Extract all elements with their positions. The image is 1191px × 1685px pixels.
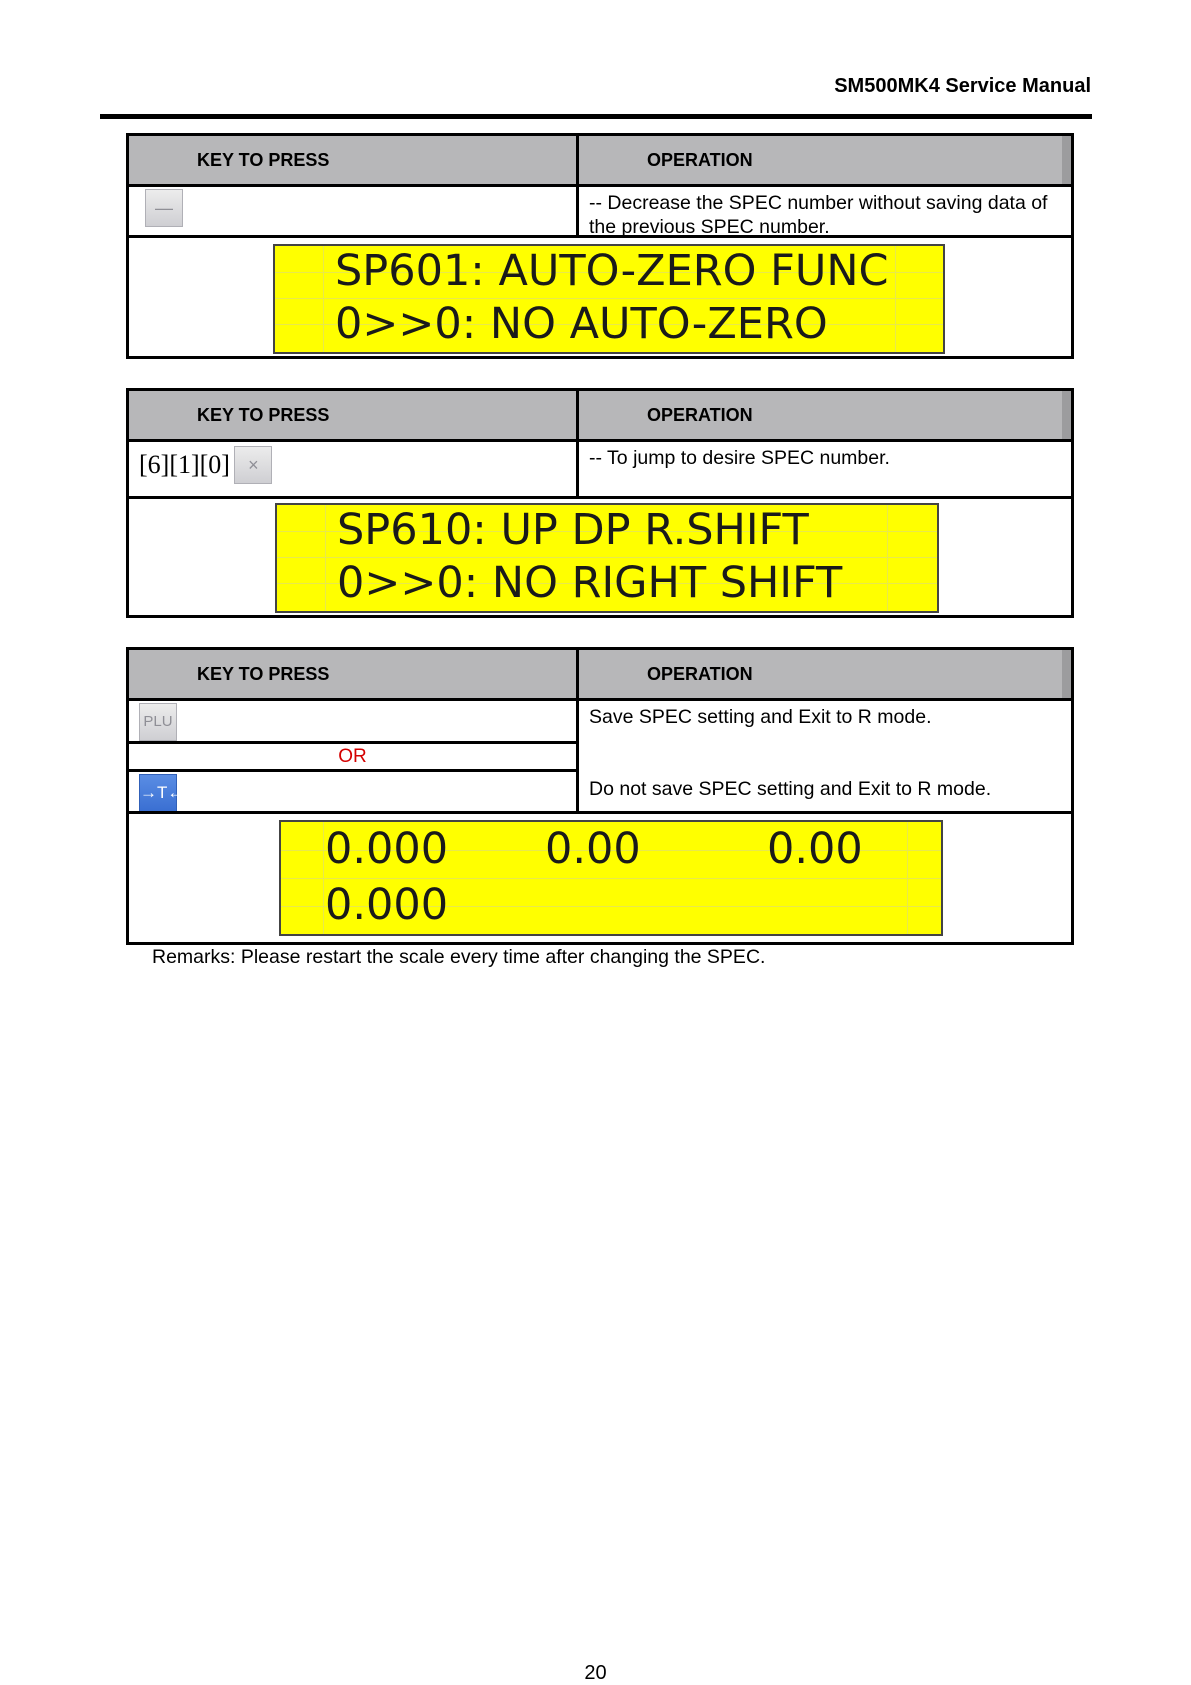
lcd-value-2: 0.00 xyxy=(545,824,641,874)
lcd-line-2: 0>>0: NO RIGHT SHIFT xyxy=(337,558,843,608)
display-row xyxy=(129,811,1071,942)
lcd-display xyxy=(275,503,939,613)
plu-key-icon: PLU xyxy=(139,703,177,741)
lcd-line-1: SP601: AUTO-ZERO FUNC xyxy=(335,246,889,296)
col-key-header: KEY TO PRESS xyxy=(129,391,579,439)
lcd-display xyxy=(279,820,943,936)
lcd-line-2: 0>>0: NO AUTO-ZERO xyxy=(335,299,828,349)
table-row xyxy=(129,184,1071,238)
table-header xyxy=(129,391,1071,439)
operation-text-save: Save SPEC setting and Exit to R mode. xyxy=(589,706,932,728)
col-key-header: KEY TO PRESS xyxy=(129,136,579,184)
spec-table-2 xyxy=(126,388,1074,618)
operation-text: -- Decrease the SPEC number without saving data of the previous SPEC number. xyxy=(589,192,1048,238)
lcd-line-1: SP610: UP DP R.SHIFT xyxy=(337,505,809,555)
lcd-value-1: 0.000 xyxy=(325,824,449,874)
table-header xyxy=(129,136,1071,184)
tare-key-icon: →T← xyxy=(139,774,177,812)
key-sequence: [6][1][0] xyxy=(139,450,230,479)
lcd-display xyxy=(273,244,945,354)
operation-text: -- To jump to desire SPEC number. xyxy=(589,447,890,469)
col-key-header: KEY TO PRESS xyxy=(129,650,579,698)
lcd-value-3: 0.00 xyxy=(767,824,863,874)
title-rule xyxy=(100,114,1092,119)
operation-text-nosave: Do not save SPEC setting and Exit to R mode. xyxy=(589,778,992,800)
col-operation-header: OPERATION xyxy=(579,391,1071,439)
table-row xyxy=(129,439,1071,496)
spec-table-1 xyxy=(126,133,1074,359)
or-label: OR xyxy=(129,741,576,772)
multiply-key-icon: × xyxy=(234,446,272,484)
lcd-value-4: 0.000 xyxy=(325,880,449,930)
display-row xyxy=(129,496,1071,615)
display-row xyxy=(129,235,1071,356)
minus-key-icon: — xyxy=(145,189,183,227)
spec-table-3 xyxy=(126,647,1074,945)
col-operation-header: OPERATION xyxy=(579,136,1071,184)
col-operation-header: OPERATION xyxy=(579,650,1071,698)
remarks-text: Remarks: Please restart the scale every time after changing the SPEC. xyxy=(152,946,766,968)
page-number: 20 xyxy=(584,1662,607,1684)
document-title: SM500MK4 Service Manual xyxy=(834,75,1091,97)
table-row xyxy=(129,698,1071,811)
table-header xyxy=(129,650,1071,698)
